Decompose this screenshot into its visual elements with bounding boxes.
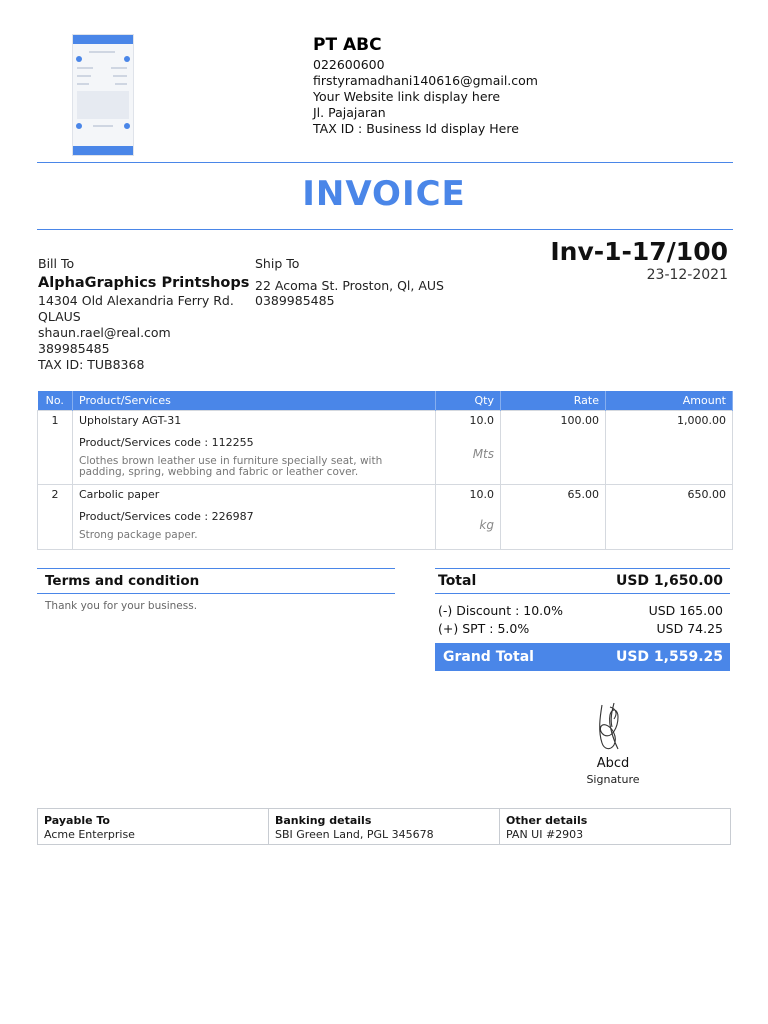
total-label: Total <box>438 573 477 589</box>
row-amount: 1,000.00 <box>677 414 726 427</box>
signature-image <box>588 697 648 755</box>
ship-to-label: Ship To <box>255 256 300 271</box>
invoice-date: 23-12-2021 <box>646 267 728 283</box>
product-description: Strong package paper. <box>79 529 198 541</box>
row-no: 2 <box>51 488 59 501</box>
terms-text: Thank you for your business. <box>45 600 198 612</box>
row-no: 1 <box>51 414 59 427</box>
invoice-title: INVOICE <box>302 174 466 214</box>
row-qty: 10.0 <box>469 488 494 501</box>
company-logo <box>72 34 134 156</box>
other-details-value: PAN UI #2903 <box>506 828 584 841</box>
product-name: Carbolic paper <box>79 488 160 501</box>
signature-label: Signature <box>586 773 640 786</box>
payable-to-title: Payable To <box>44 814 110 827</box>
footer-details-table <box>37 808 731 845</box>
bill-to-phone: 389985485 <box>38 341 110 356</box>
bill-to-line: 14304 Old Alexandria Ferry Rd. <box>38 293 234 308</box>
bill-to-tax-id: TAX ID: TUB8368 <box>38 357 145 372</box>
banking-details-value: SBI Green Land, PGL 345678 <box>275 828 434 841</box>
header-no: No. <box>38 391 73 411</box>
row-unit: Mts <box>472 447 494 461</box>
banking-details-cell <box>269 809 500 845</box>
table-row <box>38 411 733 485</box>
bill-to-email: shaun.rael@real.com <box>38 325 171 340</box>
product-description: Clothes brown leather use in furniture specially seat, with padding, spring, webbing and fabric or leather cover. <box>79 455 383 478</box>
discount-label: (-) Discount : 10.0% <box>438 603 563 618</box>
items-table-header <box>38 391 733 411</box>
other-details-cell <box>500 809 731 845</box>
banking-details-title: Banking details <box>275 814 372 827</box>
company-address: Jl. Pajajaran <box>313 105 386 120</box>
company-tax-id: TAX ID : Business Id display Here <box>313 121 519 136</box>
bill-to-name: AlphaGraphics Printshops <box>38 275 250 291</box>
product-name: Upholstary AGT-31 <box>79 414 182 427</box>
header-amount: Amount <box>606 391 733 411</box>
invoice-number: Inv-1-17/100 <box>550 237 728 266</box>
row-unit: kg <box>479 518 494 532</box>
bill-to-label: Bill To <box>38 256 75 271</box>
header-product: Product/Services <box>73 391 436 411</box>
company-phone: 022600600 <box>313 57 385 72</box>
tax-value: USD 74.25 <box>656 621 723 636</box>
company-website: Your Website link display here <box>313 89 501 104</box>
product-code: Product/Services code : 226987 <box>79 510 254 523</box>
signature-name: Abcd <box>596 756 630 771</box>
row-amount: 650.00 <box>687 488 726 501</box>
row-qty: 10.0 <box>469 414 494 427</box>
grand-total-label: Grand Total <box>443 649 534 665</box>
table-row <box>38 485 733 550</box>
company-name: PT ABC <box>313 35 382 55</box>
discount-value: USD 165.00 <box>648 603 723 618</box>
ship-to-phone: 0389985485 <box>255 293 335 308</box>
divider-title <box>37 229 733 230</box>
payable-to-value: Acme Enterprise <box>44 828 135 841</box>
header-qty: Qty <box>436 391 501 411</box>
bill-to-line: QLAUS <box>38 309 81 324</box>
row-rate: 65.00 <box>567 488 599 501</box>
items-table <box>37 391 733 550</box>
grand-total-value: USD 1,559.25 <box>615 649 723 665</box>
row-rate: 100.00 <box>560 414 599 427</box>
terms-title: Terms and condition <box>45 573 200 589</box>
header-rate: Rate <box>501 391 606 411</box>
product-code: Product/Services code : 112255 <box>79 436 254 449</box>
company-email: firstyramadhani140616@gmail.com <box>313 73 538 88</box>
total-value: USD 1,650.00 <box>615 573 723 589</box>
other-details-title: Other details <box>506 814 588 827</box>
payable-to-cell <box>38 809 269 845</box>
divider-top <box>37 162 733 163</box>
ship-to-address: 22 Acoma St. Proston, Ql, AUS <box>255 278 444 293</box>
tax-label: (+) SPT : 5.0% <box>438 621 530 636</box>
